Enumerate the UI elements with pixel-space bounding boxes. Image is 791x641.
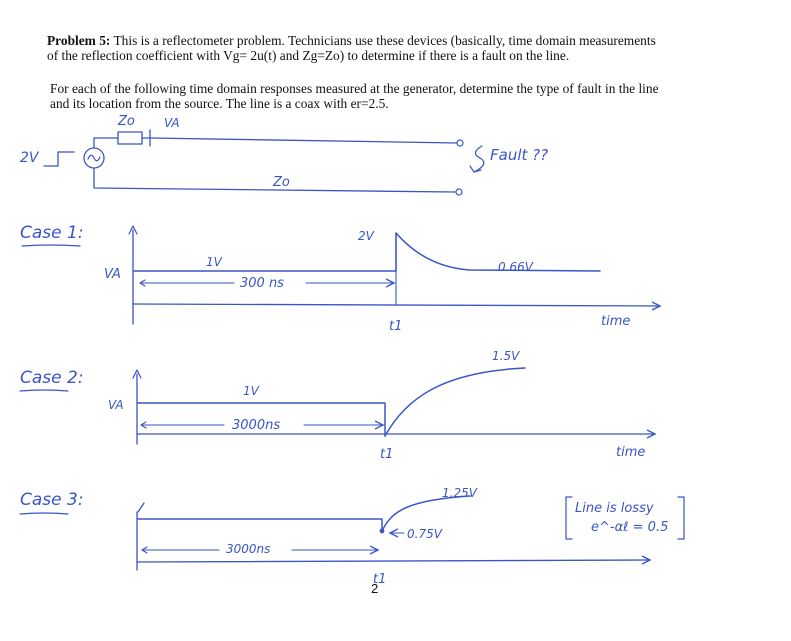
source-impedance-resistor [118,132,142,144]
case1-time-label: time [601,314,631,329]
case1-va-label: VA [104,267,121,282]
sine-wave-icon [88,155,100,161]
case3-plot [20,486,684,587]
case1-waveform-step [134,233,396,271]
case2-initial-voltage: 1V [243,384,259,398]
case3-t1-label: t1 [373,572,387,587]
case2-final-voltage: 1.5V [492,349,520,363]
source-voltage-label: 2V [20,150,39,166]
problem-label: Problem 5: [47,33,111,48]
case1-plot [20,223,660,334]
case3-note-bracket-left [566,497,572,539]
transmission-line-top [150,138,457,143]
case3-final-voltage: 1.25V [442,486,477,500]
problem-text-line1: This is a reflectometer problem. Technicians use these devices (basically, time domain measurements [113,33,656,48]
case1-label: Case 1: [20,223,84,243]
case2-duration: 3000ns [232,418,281,433]
page-number: 2 [371,581,379,596]
step-function-icon [44,152,74,166]
case3-label: Case 3: [20,490,84,510]
case1-time-axis [133,304,660,306]
case3-note-line2: e^-αℓ = 0.5 [591,520,669,535]
case1-t1-label: t1 [389,319,403,334]
case3-dip-voltage: 0.75V [407,527,442,541]
case1-initial-voltage: 1V [206,255,222,269]
source-impedance-label: Zo [118,114,135,129]
case1-duration: 300 ns [240,276,284,291]
instructions-line1: For each of the following time domain responses measured at the generator, determine the type of fault in the line [50,81,659,96]
line-impedance-label: Zo [273,175,290,190]
case1-peak-voltage: 2V [358,229,374,243]
case2-time-label: time [616,445,646,460]
case3-waveform-rise [382,496,470,531]
problem-text-line2: of the reflection coefficient with Vg= 2u(t) and Zg=Zo) to determine if there is a fault on the line. [47,48,570,63]
case3-waveform-step [138,519,382,531]
case1-final-voltage: 0.66V [498,260,533,274]
case2-plot [20,349,655,462]
case3-time-axis [137,560,650,562]
circuit-diagram [20,114,548,195]
case2-va-label: VA [108,398,124,412]
case1-underline [22,245,80,246]
case2-waveform-rise [385,368,525,436]
case3-note-bracket-right [678,497,684,539]
va-node-label: VA [164,116,180,130]
fault-label: Fault ?? [490,146,549,164]
case2-label: Case 2: [20,368,84,388]
case3-note-line1: Line is lossy [575,501,654,516]
case3-y-axis-tick [138,503,144,512]
case2-t1-label: t1 [380,447,394,462]
case3-duration: 3000ns [226,542,271,556]
case2-underline [20,390,68,391]
fault-lightning-icon [474,146,484,172]
instructions-line2: and its location from the source. The line is a coax with er=2.5. [50,96,389,111]
case3-underline [20,513,68,514]
